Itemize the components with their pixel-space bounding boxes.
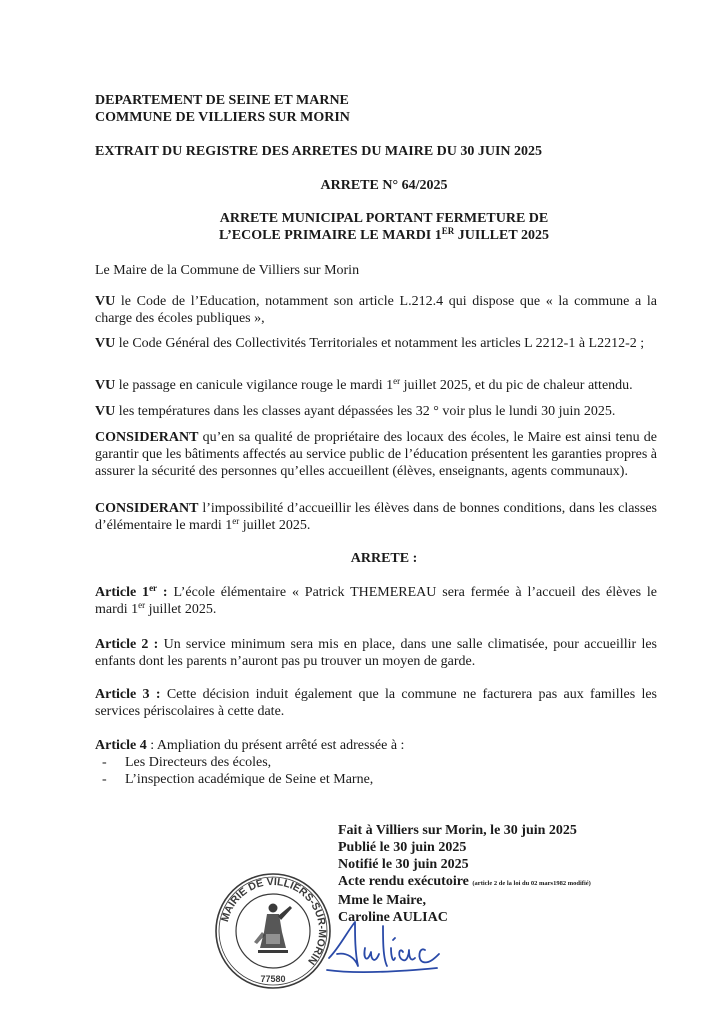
intro-line: Le Maire de la Commune de Villiers sur Morin (95, 263, 360, 278)
marianne-figure (254, 904, 292, 954)
list-item: - L’inspection académique de Seine et Marne, (102, 772, 374, 787)
arrete-number: ARRETE N° 64/2025 (320, 178, 448, 193)
vu-paragraph-4: VU les températures dans les classes ayant dépassées les 32 ° voir plus le lundi 30 juin 2025. (95, 404, 616, 419)
published-line: Publié le 30 juin 2025 (338, 840, 467, 855)
mairie-stamp-seal (214, 872, 332, 990)
vu-paragraph-1: VU le Code de l’Education, notamment son article L.212.4 qui dispose que « la commune a la charge des écoles publiques », (95, 294, 657, 326)
stamp-postcode: 77580 (260, 974, 286, 984)
list-item: - Les Directeurs des écoles, (102, 755, 272, 770)
mayor-handwritten-signature (325, 918, 445, 976)
place-date-line: Fait à Villiers sur Morin, le 30 juin 2025 (338, 823, 577, 838)
considerant-paragraph-1: CONSIDERANT qu’en sa qualité de propriétaire des locaux des écoles, le Maire est ainsi tenu de garantir que les bâtiments affectés au service public de l’éducation présentent les garanties propres à assurer la sécurité des personnes qu’elles accueillent (élèves, enseignants, agents communaux). (95, 430, 657, 479)
article-2: Article 2 : Un service minimum sera mis en place, dans une salle climatisée, pour accueillir les enfants dont les parents n’auront pas pu trouver un moyen de garde. (95, 637, 657, 669)
notified-line: Notifié le 30 juin 2025 (338, 857, 469, 872)
vu-paragraph-2: VU le Code Général des Collectivités Territoriales et notamment les articles L 2212-1 à L2212-2 ; (95, 336, 645, 351)
article-4 (95, 737, 655, 788)
title-line-1: ARRETE MUNICIPAL PORTANT FERMETURE DE (219, 211, 549, 226)
arrete-title (95, 210, 673, 244)
mayor-title: Mme le Maire, (338, 893, 426, 908)
commune-line: COMMUNE DE VILLIERS SUR MORIN (95, 110, 350, 125)
executory-line: Acte rendu exécutoire (article 2 de la loi du 02 mars1982 modifié) (338, 874, 591, 889)
header (95, 92, 350, 126)
article-4-heading: Article 4 : Ampliation du présent arrêté est adressée à : (95, 738, 405, 753)
department-line: DEPARTEMENT DE SEINE ET MARNE (95, 93, 349, 108)
register-extract-title: EXTRAIT DU REGISTRE DES ARRETES DU MAIRE DU 30 JUIN 2025 (95, 144, 543, 159)
considerant-paragraph-2: CONSIDERANT l’impossibilité d’accueillir les élèves dans de bonnes conditions, dans les classes d’élémentaire le mardi 1er juillet 2025. (95, 501, 657, 533)
stamp-ring-text: MAIRIE DE VILLIERS-SUR-MORIN (218, 875, 329, 967)
article-3: Article 3 : Cette décision induit également que la commune ne facturera pas aux familles les services périscolaires à cette date. (95, 687, 658, 719)
title-line-2: L’ECOLE PRIMAIRE LE MARDI 1ER JUILLET 2025 (219, 226, 549, 243)
article-1: Article 1er : L’école élémentaire « Patrick THEMEREAU sera fermée à l’accueil des élèves le mardi 1er juillet 2025. (95, 583, 657, 617)
arrete-heading: ARRETE : (350, 551, 418, 566)
vu-paragraph-3: VU le passage en canicule vigilance rouge le mardi 1er juillet 2025, et du pic de chaleur attendu. (95, 376, 633, 393)
signature-block (338, 822, 591, 926)
mayor-name: Caroline AULIAC (338, 910, 448, 925)
